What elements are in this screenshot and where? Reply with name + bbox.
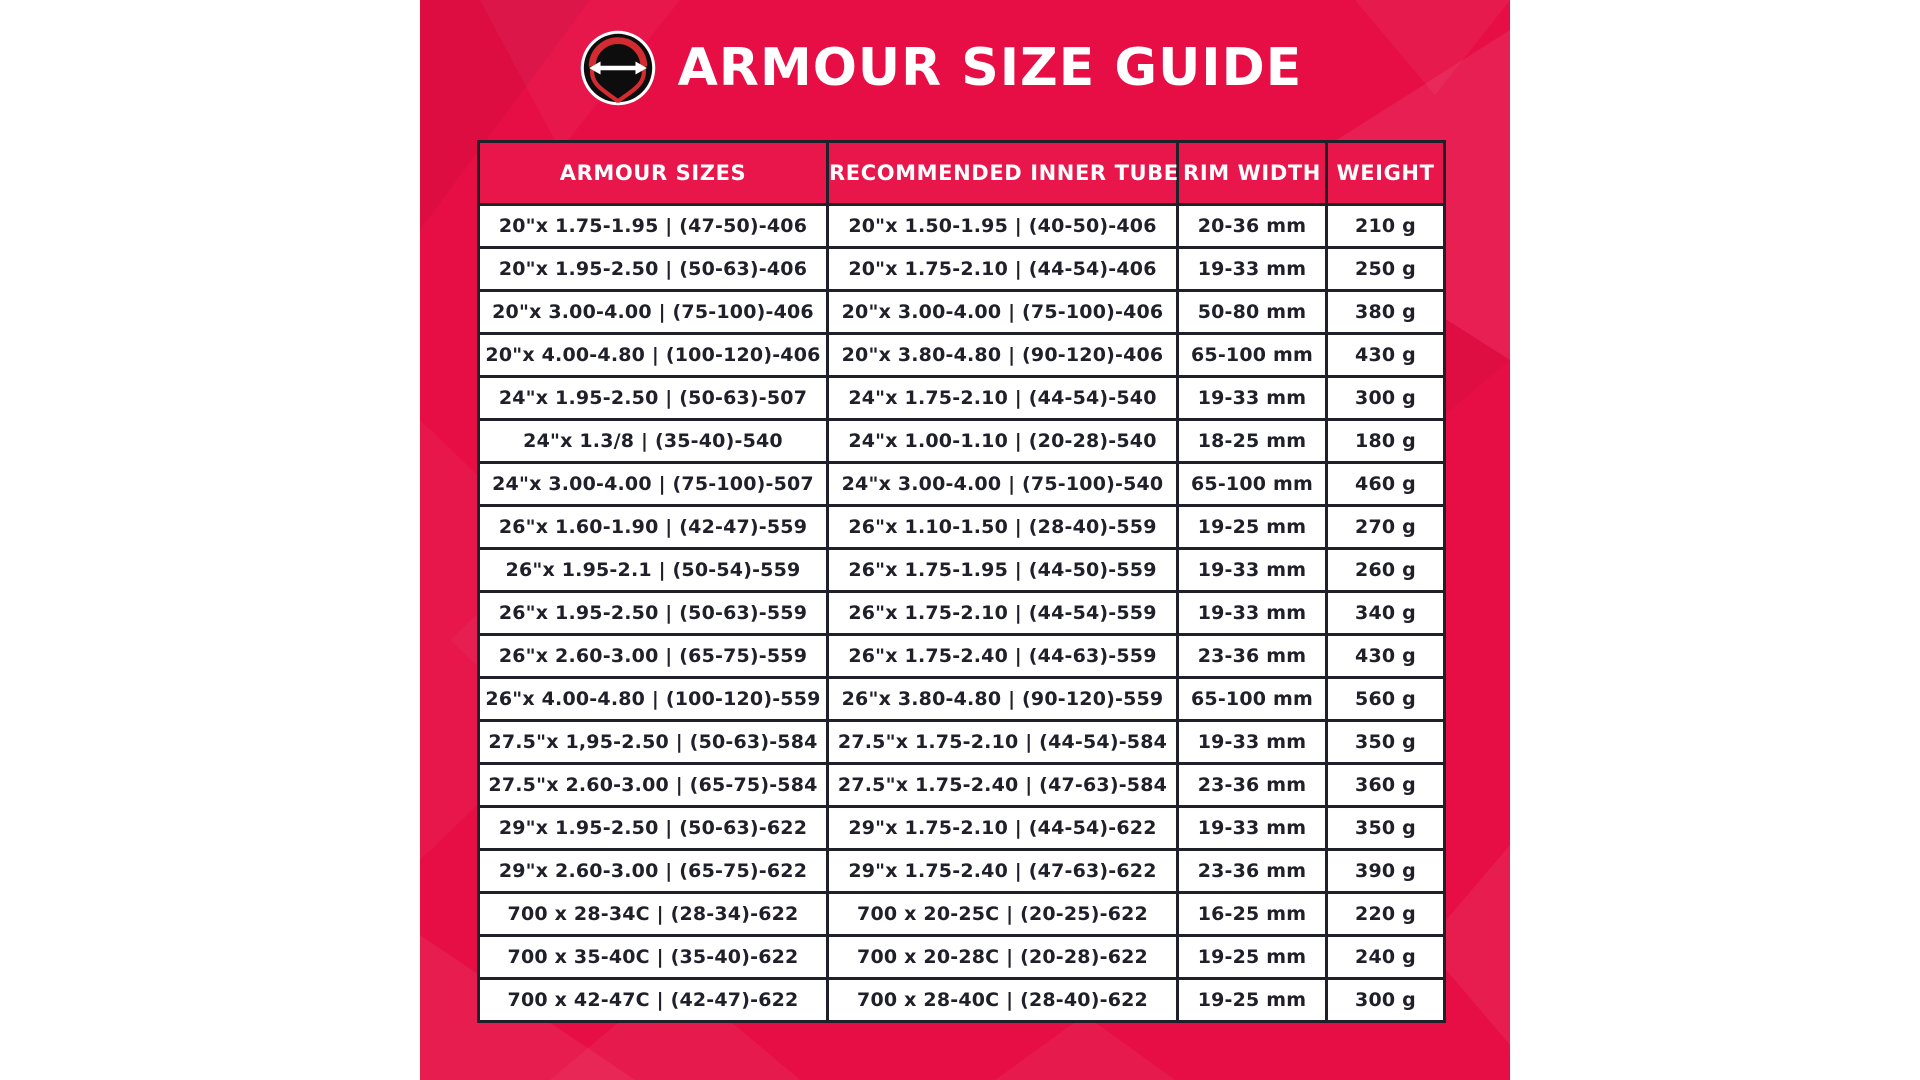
- table-cell: 270 g: [1327, 506, 1445, 549]
- table-cell: 26"x 1.75-2.40 | (44-63)-559: [828, 635, 1178, 678]
- table-cell: 390 g: [1327, 850, 1445, 893]
- table-cell: 380 g: [1327, 291, 1445, 334]
- table-cell: 19-33 mm: [1178, 807, 1327, 850]
- table-cell: 27.5"x 1,95-2.50 | (50-63)-584: [479, 721, 828, 764]
- table-cell: 20"x 3.00-4.00 | (75-100)-406: [828, 291, 1178, 334]
- header-row: [479, 142, 1445, 205]
- table-row: [479, 979, 1445, 1022]
- table-cell: 18-25 mm: [1178, 420, 1327, 463]
- tire-width-logo-icon: [580, 30, 656, 106]
- table-cell: 19-25 mm: [1178, 506, 1327, 549]
- table-row: [479, 678, 1445, 721]
- table-cell: 29"x 1.75-2.40 | (47-63)-622: [828, 850, 1178, 893]
- table-cell: 23-36 mm: [1178, 635, 1327, 678]
- table-cell: 24"x 1.95-2.50 | (50-63)-507: [479, 377, 828, 420]
- table-row: [479, 893, 1445, 936]
- table-cell: 29"x 2.60-3.00 | (65-75)-622: [479, 850, 828, 893]
- table-cell: 20"x 3.00-4.00 | (75-100)-406: [479, 291, 828, 334]
- table-cell: 300 g: [1327, 979, 1445, 1022]
- table-cell: 700 x 20-25C | (20-25)-622: [828, 893, 1178, 936]
- table-cell: 700 x 28-34C | (28-34)-622: [479, 893, 828, 936]
- table-cell: 26"x 1.60-1.90 | (42-47)-559: [479, 506, 828, 549]
- table-cell: 29"x 1.75-2.10 | (44-54)-622: [828, 807, 1178, 850]
- table-cell: 26"x 2.60-3.00 | (65-75)-559: [479, 635, 828, 678]
- table-cell: 19-25 mm: [1178, 979, 1327, 1022]
- table-row: [479, 721, 1445, 764]
- table-cell: 19-33 mm: [1178, 549, 1327, 592]
- table-cell: 560 g: [1327, 678, 1445, 721]
- table-cell: 24"x 1.75-2.10 | (44-54)-540: [828, 377, 1178, 420]
- table-row: [479, 506, 1445, 549]
- table-cell: 700 x 42-47C | (42-47)-622: [479, 979, 828, 1022]
- table-cell: 20"x 1.95-2.50 | (50-63)-406: [479, 248, 828, 291]
- table-cell: 27.5"x 1.75-2.40 | (47-63)-584: [828, 764, 1178, 807]
- table-row: [479, 420, 1445, 463]
- table-row: [479, 850, 1445, 893]
- table-row: [479, 248, 1445, 291]
- table-cell: 20"x 1.50-1.95 | (40-50)-406: [828, 205, 1178, 248]
- table-cell: 220 g: [1327, 893, 1445, 936]
- table-cell: 360 g: [1327, 764, 1445, 807]
- table-cell: 430 g: [1327, 635, 1445, 678]
- table-cell: 23-36 mm: [1178, 850, 1327, 893]
- table-cell: 16-25 mm: [1178, 893, 1327, 936]
- table-cell: 20"x 1.75-2.10 | (44-54)-406: [828, 248, 1178, 291]
- table-cell: 50-80 mm: [1178, 291, 1327, 334]
- table-cell: 26"x 3.80-4.80 | (90-120)-559: [828, 678, 1178, 721]
- table-row: [479, 592, 1445, 635]
- table-row: [479, 635, 1445, 678]
- table-cell: 19-33 mm: [1178, 377, 1327, 420]
- table-row: [479, 549, 1445, 592]
- table-cell: 430 g: [1327, 334, 1445, 377]
- table-cell: 26"x 4.00-4.80 | (100-120)-559: [479, 678, 828, 721]
- table-row: [479, 291, 1445, 334]
- table-cell: 350 g: [1327, 721, 1445, 764]
- column-header: RECOMMENDED INNER TUBE: [828, 142, 1178, 205]
- table-row: [479, 334, 1445, 377]
- table-cell: 20"x 1.75-1.95 | (47-50)-406: [479, 205, 828, 248]
- table-row: [479, 463, 1445, 506]
- brand-header: [396, 26, 1486, 110]
- column-header: ARMOUR SIZES: [479, 142, 828, 205]
- table-cell: 460 g: [1327, 463, 1445, 506]
- table-cell: 250 g: [1327, 248, 1445, 291]
- table-cell: 27.5"x 1.75-2.10 | (44-54)-584: [828, 721, 1178, 764]
- table-cell: 24"x 3.00-4.00 | (75-100)-507: [479, 463, 828, 506]
- table-cell: 210 g: [1327, 205, 1445, 248]
- table-cell: 700 x 20-28C | (20-28)-622: [828, 936, 1178, 979]
- table-row: [479, 936, 1445, 979]
- table-body: [479, 205, 1445, 1022]
- table-cell: 19-33 mm: [1178, 248, 1327, 291]
- table-cell: 19-33 mm: [1178, 721, 1327, 764]
- table-cell: 19-33 mm: [1178, 592, 1327, 635]
- table-cell: 260 g: [1327, 549, 1445, 592]
- table-cell: 26"x 1.75-2.10 | (44-54)-559: [828, 592, 1178, 635]
- table-cell: 19-25 mm: [1178, 936, 1327, 979]
- table-cell: 65-100 mm: [1178, 678, 1327, 721]
- table-cell: 700 x 35-40C | (35-40)-622: [479, 936, 828, 979]
- table-cell: 23-36 mm: [1178, 764, 1327, 807]
- table-cell: 26"x 1.95-2.1 | (50-54)-559: [479, 549, 828, 592]
- table-cell: 340 g: [1327, 592, 1445, 635]
- table-row: [479, 764, 1445, 807]
- table-cell: 20"x 4.00-4.80 | (100-120)-406: [479, 334, 828, 377]
- table-cell: 350 g: [1327, 807, 1445, 850]
- table-cell: 65-100 mm: [1178, 334, 1327, 377]
- column-header: RIM WIDTH: [1178, 142, 1327, 205]
- column-header: WEIGHT: [1327, 142, 1445, 205]
- table-cell: 26"x 1.75-1.95 | (44-50)-559: [828, 549, 1178, 592]
- table-row: [479, 205, 1445, 248]
- table-cell: 26"x 1.95-2.50 | (50-63)-559: [479, 592, 828, 635]
- table-cell: 27.5"x 2.60-3.00 | (65-75)-584: [479, 764, 828, 807]
- page-title: ARMOUR SIZE GUIDE: [677, 38, 1303, 98]
- table-cell: 65-100 mm: [1178, 463, 1327, 506]
- table-row: [479, 807, 1445, 850]
- table-cell: 29"x 1.95-2.50 | (50-63)-622: [479, 807, 828, 850]
- table-cell: 24"x 3.00-4.00 | (75-100)-540: [828, 463, 1178, 506]
- table-cell: 24"x 1.3/8 | (35-40)-540: [479, 420, 828, 463]
- size-guide-table: [477, 140, 1446, 1023]
- table-cell: 240 g: [1327, 936, 1445, 979]
- table-cell: 700 x 28-40C | (28-40)-622: [828, 979, 1178, 1022]
- table-cell: 24"x 1.00-1.10 | (20-28)-540: [828, 420, 1178, 463]
- table-cell: 20-36 mm: [1178, 205, 1327, 248]
- table-cell: 26"x 1.10-1.50 | (28-40)-559: [828, 506, 1178, 549]
- table-cell: 20"x 3.80-4.80 | (90-120)-406: [828, 334, 1178, 377]
- table-cell: 180 g: [1327, 420, 1445, 463]
- table-row: [479, 377, 1445, 420]
- table-cell: 300 g: [1327, 377, 1445, 420]
